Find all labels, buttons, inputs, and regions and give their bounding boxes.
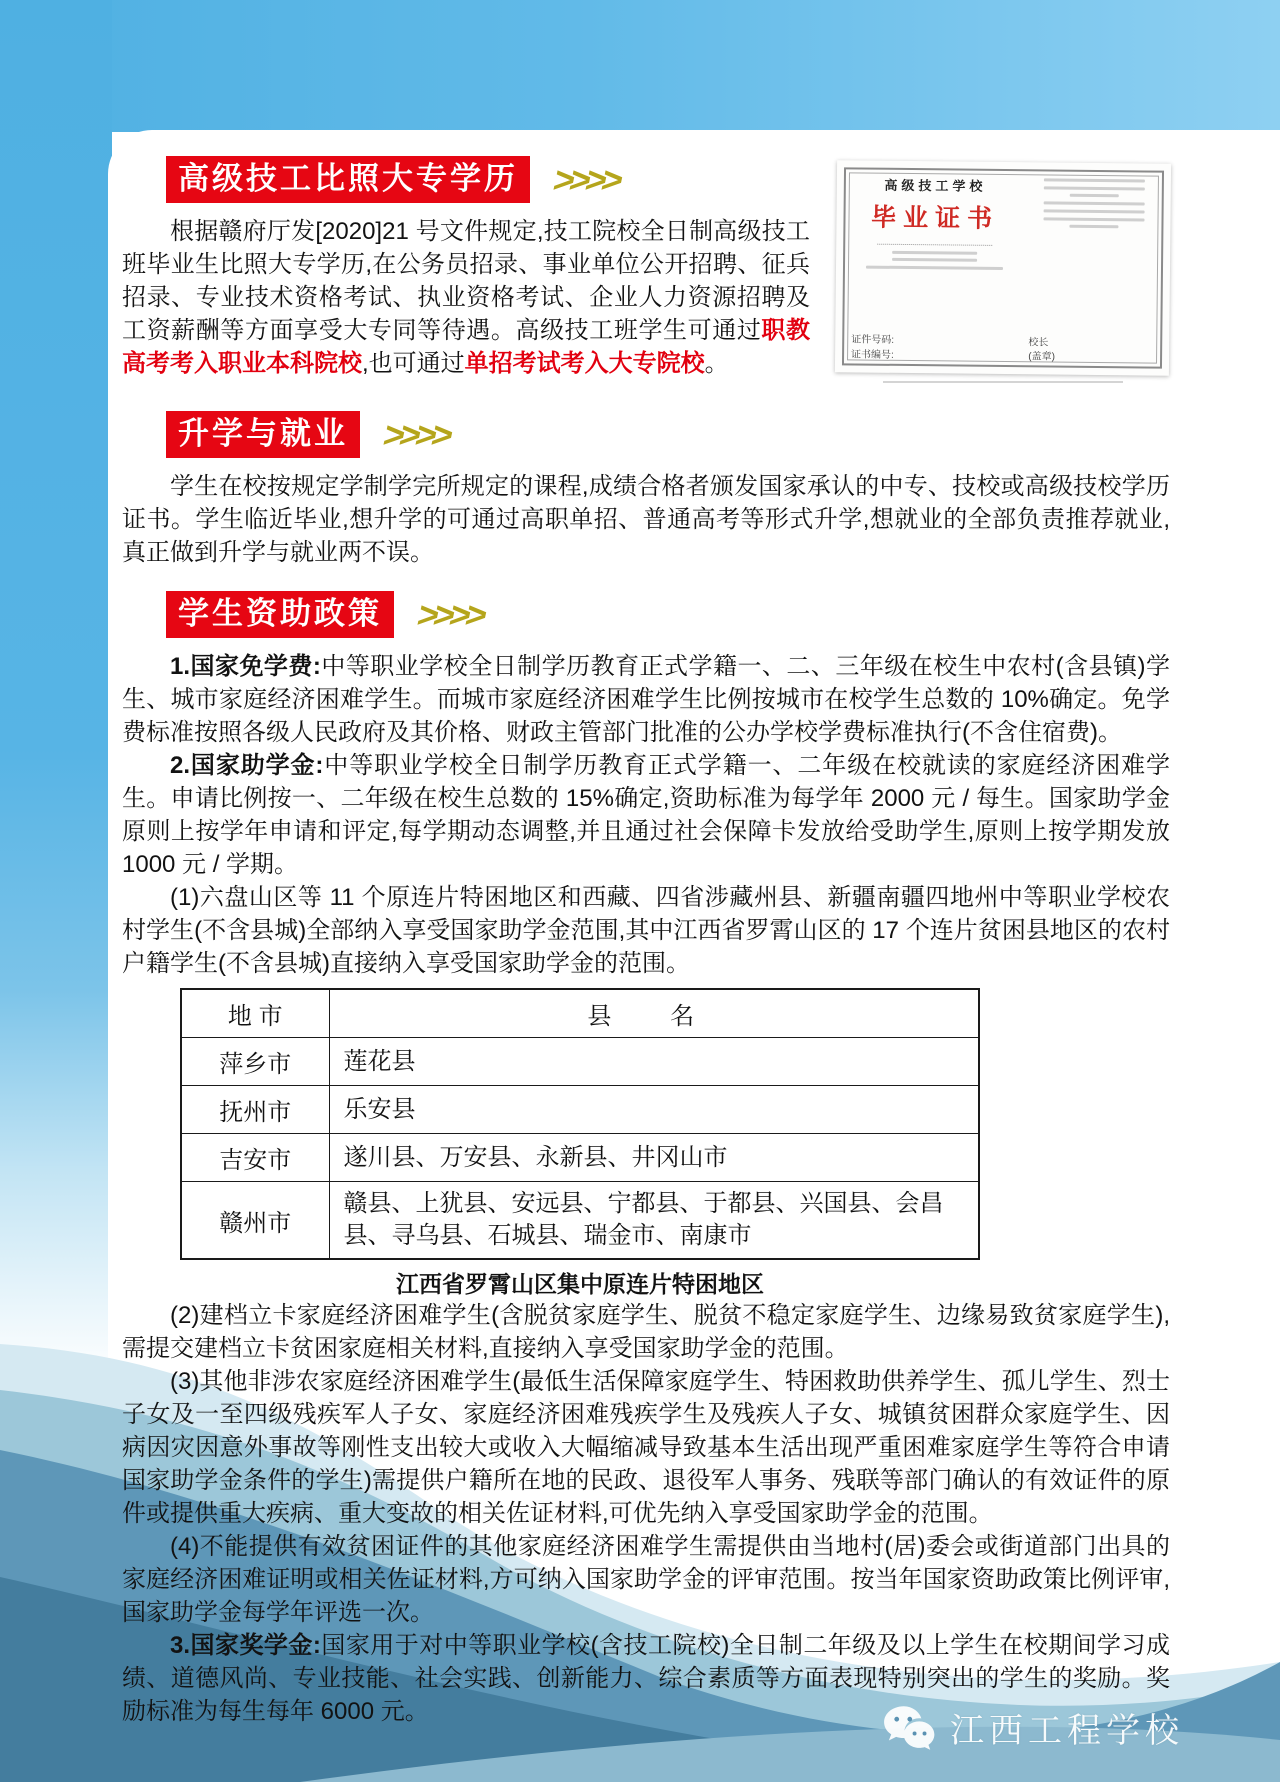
certificate-school-name: 高级技工学校 [884,177,987,194]
certificate-text-line [866,266,1003,270]
certificate-principal-label: 校长 [1028,337,1049,349]
shengxue-paragraph: 学生在校按规定学制学完所规定的课程,成绩合格者颁发国家承认的中专、技校或高级技校学历证书。学生临近毕业,想升学的可通过高职单招、普通高考等形式升学,想就业的全部负责推荐就业,真正做到升学与就业两不误。 [122,473,1170,566]
certificate-text-line [1044,217,1145,221]
paragraph-lead: 3.国家奖学金: [170,1632,321,1659]
city-cell: 萍乡市 [181,1038,329,1086]
left-blue-strip [0,0,112,1500]
paragraph-lead: 2.国家助学金: [170,752,324,779]
column-header-city: 地 市 [181,989,329,1038]
certificate-title: 毕业证书 [870,203,1000,233]
certificate-text-line [1044,178,1145,182]
section-zizhu [122,591,1170,1728]
section-title-badge: 高级技工比照大专学历 [166,156,530,203]
counties-table-block [180,988,980,1299]
certificate-seal-label: (盖章) [1028,351,1056,363]
counties-cell: 遂川县、万安县、永新县、井冈山市 [329,1134,979,1182]
policy-paragraph-no-certificate: (4)不能提供有效贫困证件的其他家庭经济困难学生需提供由当地村(居)委会或街道部门出具的家庭经济困难证明或相关佐证材料,方可纳入国家助学金的评审范围。按当年国家资助政策比例评审,国家助学金每学年评选一次。 [122,1533,1170,1626]
main-content [108,130,1280,1728]
policy-paragraph-archived-poor: (2)建档立卡家庭经济困难学生(含脱贫家庭学生、脱贫不稳定家庭学生、边缘易致贫家庭学生),需提交建档立卡贫困家庭相关材料,直接纳入享受国家助学金的范围。 [122,1302,1170,1362]
section-title-badge: 升学与就业 [166,411,360,458]
paragraph-text: 国家用于对中等职业学校(含技工院校)全日制二年级及以上学生在校期间学习成绩、道德风尚、专业技能、社会实践、创新能力、综合素质等方面表现特别突出的学生的奖励。奖励标准为每生每年 6000 元。 [122,1632,1170,1725]
paragraph-text: 中等职业学校全日制学历教育正式学籍一、二、三年级在校生中农村(含县镇)学生、城市家庭经济困难学生。而城市家庭经济困难学生比例按城市在校学生总数的 10%确定。免学费标准按照各级人民政府及其价格、财政主管部门批准的公办学校学费标准执行(不含住宿费)。 [122,653,1170,746]
certificate-right-column [1028,176,1159,365]
city-cell: 吉安市 [181,1134,329,1182]
certificate-fields [851,332,1017,364]
city-cell: 赣州市 [181,1182,329,1260]
chevron-arrows-icon: >>>> [550,158,624,200]
certificate-text-line [1044,209,1145,213]
table-row [181,1086,979,1134]
policy-paragraph-other-difficult: (3)其他非涉农家庭经济困难学生(最低生活保障家庭学生、特困救助供养学生、孤儿学生、烈士子女及一至四级残疾军人子女、家庭经济困难残疾学生及残疾人子女、城镇贫困群众家庭学生、因病因灾因意外事故等刚性支出较大或收入大幅缩减导致基本生活出现严重困难家庭学生等符合申请国家助学金条件的学生)需提供户籍所在地的民政、退役军人事务、残联等部门确认的有效证件的原件或提供重大疾病、重大变故的相关佐证材料,可优先纳入享受国家助学金的范围。 [122,1368,1170,1527]
section-title-badge: 学生资助政策 [166,591,394,638]
certificate-id-label: 证件号码: [851,334,895,346]
table-row [181,1038,979,1086]
highlighted-text: 单招考试考入大专院校 [464,350,705,377]
certificate-body [851,174,1159,365]
paragraph-text: ,也可通过 [362,350,465,377]
wechat-icon [882,1704,938,1752]
counties-cell: 赣县、上犹县、安远县、宁都县、于都县、兴国县、会昌县、寻乌县、石城县、瑞金市、南康市 [329,1182,979,1260]
policy-paragraph-tuition-free [122,650,1170,749]
counties-table [180,988,980,1260]
top-blue-band [0,0,1280,132]
table-caption: 江西省罗霄山区集中原连片特困地区 [396,1271,764,1297]
section-zizhu-header [122,591,1170,638]
section-shengxue [122,411,1170,569]
table-row [181,1182,979,1260]
certificate-text-line [1044,201,1145,205]
policy-paragraph-grant [122,749,1170,881]
paragraph-text: 。 [704,350,729,377]
paragraph-text: 根据赣府厅发[2020]21 号文件规定,技工院校全日制高级技工班毕业生比照大专学历,在公务员招录、事业单位公开招聘、征兵招录、专业技术资格考试、执业资格考试、企业人力资源招聘及工资薪酬等方面享受大专同等待遇。高级技工班学生可通过 [122,218,810,344]
table-header-row [181,989,979,1038]
table-row [181,1134,979,1182]
certificate-text-line [1070,194,1119,198]
school-brand [882,1703,1184,1752]
section-shengxue-header [122,411,1170,458]
diploma-certificate-image [836,162,1170,383]
certificate-dotted-line [877,244,993,246]
certificate-text-line [1044,186,1145,190]
paragraph-lead: 1.国家免学费: [170,653,321,680]
chevron-arrows-icon: >>>> [414,593,488,635]
certificate-text-line [892,251,977,255]
section-diploma [122,156,1170,389]
column-header-counties: 县 名 [329,989,979,1038]
counties-cell: 乐安县 [329,1086,979,1134]
certificate [835,160,1171,375]
certificate-left-column [851,174,1018,364]
paragraph-text: 中等职业学校全日制学历教育正式学籍一、二年级在校就读的家庭经济困难学生。申请比例按一、二年级在校生总数的 15%确定,资助标准为每学年 2000 元 / 每生。国家助学金原则上按学年申请和评定,每学期动态调整,并且通过社会保障卡发放给受助学生,原则上按学期发放 1000 元 / 学期。 [122,752,1170,878]
certificate-caption-line [883,381,1123,383]
highlighted-text: 职教高考考入职业本科院校 [122,317,810,377]
school-name: 江西工程学校 [950,1712,1184,1750]
certificate-number-label: 证书编号: [851,349,894,361]
policy-paragraph-regions: (1)六盘山区等 11 个原连片特困地区和西藏、四省涉藏州县、新疆南疆四地州中等职业学校农村学生(不含县城)全部纳入享受国家助学金范围,其中江西省罗霄山区的 17 个连片贫困县地区的农村户籍学生(不含县城)直接纳入享受国家助学金的范围。 [122,884,1170,977]
counties-cell: 莲花县 [329,1038,979,1086]
certificate-text-line [1070,225,1119,229]
city-cell: 抚州市 [181,1086,329,1134]
certificate-text-line [892,258,977,262]
chevron-arrows-icon: >>>> [380,413,454,455]
certificate-signature-block [1028,336,1157,365]
